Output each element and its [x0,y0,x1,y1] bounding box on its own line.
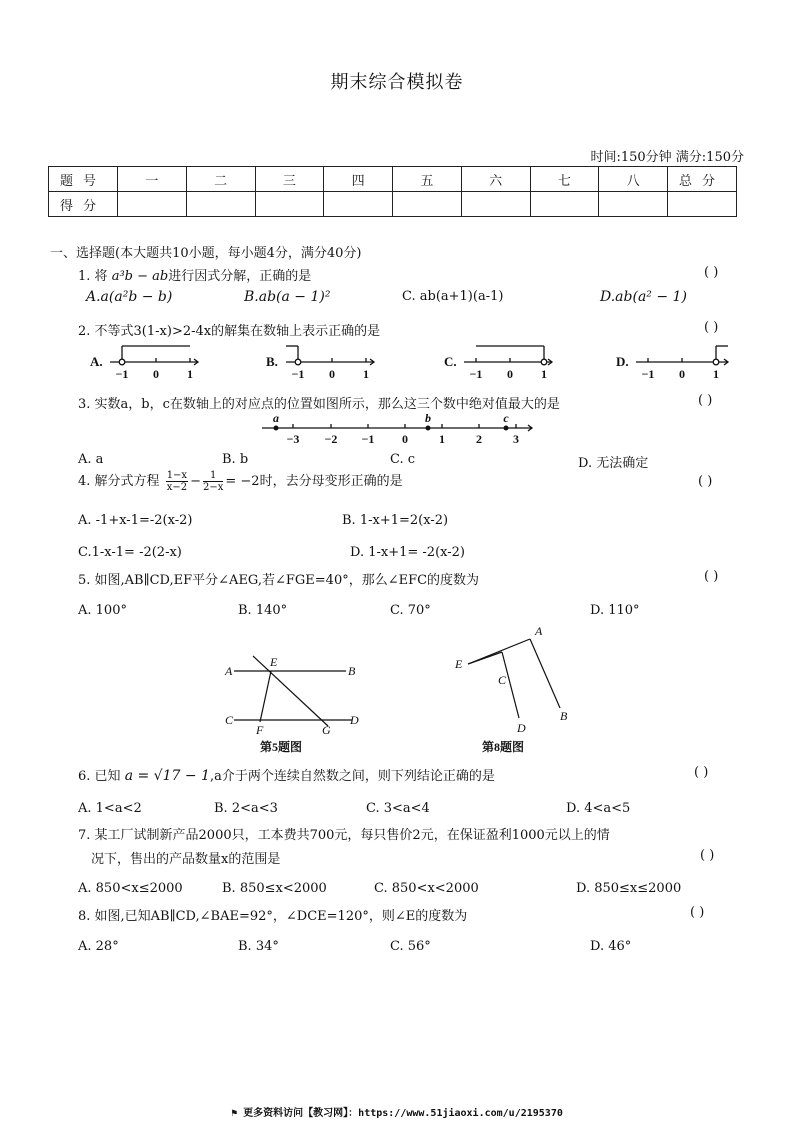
fraction: $\frac{1-x}{x-2}$ [166,470,188,493]
col-header: 二 [186,167,255,192]
tick-label: −1 [115,367,129,381]
answer-paren[interactable]: ( ) [694,765,709,780]
question-8: 8. 如图,已知AB∥CD,∠BAE=92°，∠DCE=120°，则∠E的度数为 [78,909,468,924]
tick-label: 0 [402,432,408,446]
page-title: 期末综合模拟卷 [330,72,464,93]
question-7-line1: 7. 某工厂试制新产品2000只，工本费共700元，每只售价2元，在保证盈利1000元以上的情 [78,828,610,843]
svg-text:A: A [225,664,233,678]
tick-label: 0 [153,367,159,381]
fig8-labels [454,624,568,735]
footer-link[interactable]: 更多资料访问【教习网】：https://www.51jiaoxi.com/u/2195370 [243,1108,563,1119]
question-2: 2. 不等式3(1-x)>2-4x的解集在数轴上表示正确的是 [78,324,381,339]
tick-label: 1 [541,367,547,381]
q3-option-d[interactable]: D. 无法确定 [578,456,649,471]
q1-option-c[interactable]: C. ab(a+1)(a-1) [402,289,504,304]
score-cell[interactable] [186,192,255,217]
tick-label: −1 [291,367,305,381]
answer-paren[interactable]: ( ) [704,320,719,335]
col-header: 总分 [668,167,737,192]
q6-option-d[interactable]: D. 4<a<5 [566,801,631,816]
row-label: 题号 [49,167,118,192]
svg-text:G: G [322,723,331,737]
score-cell[interactable] [324,192,393,217]
tick-label: 3 [513,432,519,446]
q8-option-b[interactable]: B. 34° [238,939,279,954]
tick-label: 0 [507,367,513,381]
q8-option-c[interactable]: C. 56° [390,939,431,954]
q2-line-d [636,346,728,365]
q7-option-d[interactable]: D. 850≤x≤2000 [576,881,682,896]
tick-label: 1 [363,367,369,381]
question-7-line2: 况下，售出的产品数量x的范围是 [91,852,281,867]
score-cell[interactable] [668,192,737,217]
svg-text:C: C [225,713,234,727]
q4-option-d[interactable]: D. 1-x+1= -2(x-2) [350,545,465,560]
q2-label-c[interactable]: C. [444,354,457,369]
tick-label: 1 [187,367,193,381]
svg-text:A: A [535,624,543,638]
answer-paren[interactable]: ( ) [704,569,719,584]
col-header: 五 [393,167,462,192]
q8-option-d[interactable]: D. 46° [590,939,632,954]
tick-label: 0 [329,367,335,381]
question-5: 5. 如图,AB∥CD,EF平分∠AEG,若∠FGE=40°，那么∠EFC的度数为 [78,573,480,588]
q7-option-c[interactable]: C. 850<x<2000 [374,881,479,896]
q1-option-b[interactable]: B.ab(a − 1)² [244,289,331,305]
q3-number-line [258,412,538,448]
svg-text:C: C [498,673,507,687]
q5-option-b[interactable]: B. 140° [238,603,288,618]
svg-text:E: E [455,657,463,671]
col-header: 七 [530,167,599,192]
question-4: 4. 解分式方程 $\frac{1-x}{x-2}$ − $\frac{1}{2-x}$ = −2时，去分母变形正确的是 [78,470,403,493]
point-b [426,426,431,431]
q1-option-d[interactable]: D.ab(a² − 1) [600,289,687,305]
fig5-labels [224,655,359,737]
question-3: 3. 实数a，b，c在数轴上的对应点的位置如图所示，那么这三个数中绝对值最大的是 [78,397,560,412]
score-table [48,166,737,217]
flag-icon: ⚑ [231,1108,238,1119]
svg-text:D: D [350,713,359,727]
q8-option-a[interactable]: A. 28° [78,939,119,954]
svg-text:E: E [270,655,278,669]
q7-option-a[interactable]: A. 850<x≤2000 [78,881,183,896]
score-cell[interactable] [461,192,530,217]
answer-paren[interactable]: ( ) [690,905,705,920]
figures [220,620,580,760]
q1-expression: a³b − ab [111,269,169,284]
q2-label-b[interactable]: B. [266,354,278,369]
q2-label-d[interactable]: D. [616,354,629,369]
fig8-diagram [468,639,560,718]
col-header: 八 [599,167,668,192]
score-cell[interactable] [393,192,462,217]
answer-paren[interactable]: ( ) [700,848,715,863]
q6-option-b[interactable]: B. 2<a<3 [214,801,278,816]
score-cell[interactable] [530,192,599,217]
tick-label: 1 [713,367,719,381]
question-1: 1. 将 a³b − ab进行因式分解，正确的是 [78,269,312,284]
tick-label: 0 [679,367,685,381]
section-heading: 一、选择题(本大题共10小题，每小题4分，满分40分) [50,246,362,261]
col-header: 三 [255,167,324,192]
q6-option-c[interactable]: C. 3<a<4 [366,801,430,816]
q2-number-lines [80,338,740,382]
answer-paren[interactable]: ( ) [704,265,719,280]
q2-label-a[interactable]: A. [90,354,103,369]
point-label-c: c [503,412,509,425]
point-label-b: b [425,412,431,425]
answer-paren[interactable]: ( ) [698,474,713,489]
table-row [49,167,737,192]
tick-label: −1 [469,367,483,381]
q6-option-a[interactable]: A. 1<a<2 [78,801,142,816]
q4-option-c[interactable]: C.1-x-1= -2(2-x) [78,545,182,560]
q4-option-a[interactable]: A. -1+x-1=-2(x-2) [78,513,193,528]
q7-option-b[interactable]: B. 850≤x<2000 [222,881,327,896]
table-row [49,192,737,217]
q3-option-b[interactable]: B. b [222,452,249,467]
tick-label: 1 [439,432,445,446]
score-cell[interactable] [118,192,187,217]
row-label: 得分 [49,192,118,217]
q3-option-c[interactable]: C. c [390,452,416,467]
q5-option-d[interactable]: D. 110° [590,603,640,618]
q2-line-b [286,346,374,365]
score-cell[interactable] [599,192,668,217]
svg-text:F: F [256,723,264,737]
col-header: 四 [324,167,393,192]
q5-option-c[interactable]: C. 70° [390,603,431,618]
footer [0,1104,794,1119]
point-label-a: a [273,412,279,425]
q3-option-a[interactable]: A. a [78,452,104,467]
tick-label: −2 [324,432,338,446]
q4-option-b[interactable]: B. 1-x+1=2(x-2) [342,513,449,528]
tick-label: −1 [641,367,655,381]
point-a [274,426,279,431]
svg-text:B: B [560,709,568,723]
tick-label: −1 [361,432,375,446]
q5-option-a[interactable]: A. 100° [78,603,127,618]
tick-label: −3 [286,432,300,446]
time-info: 时间:150分钟 满分:150分 [590,150,744,165]
svg-text:B: B [348,664,356,678]
fig5-diagram [234,656,352,726]
fig5-caption: 第5题图 [260,740,303,754]
answer-paren[interactable]: ( ) [698,393,713,408]
col-header: 六 [461,167,530,192]
svg-text:D: D [517,721,526,735]
q2-line-c [464,346,552,365]
tick-label: 2 [476,432,482,446]
fraction: $\frac{1}{2-x}$ [202,470,224,493]
col-header: 一 [118,167,187,192]
q6-expression: a = √17 − 1 [124,768,210,784]
q2-line-a [110,346,198,365]
q1-option-a[interactable]: A.a(a²b − b) [86,289,173,305]
score-cell[interactable] [255,192,324,217]
point-c [504,426,509,431]
fig8-caption: 第8题图 [482,740,525,754]
question-6: 6. 已知 a = √17 − 1,a介于两个连续自然数之间，则下列结论正确的是 [78,768,495,784]
